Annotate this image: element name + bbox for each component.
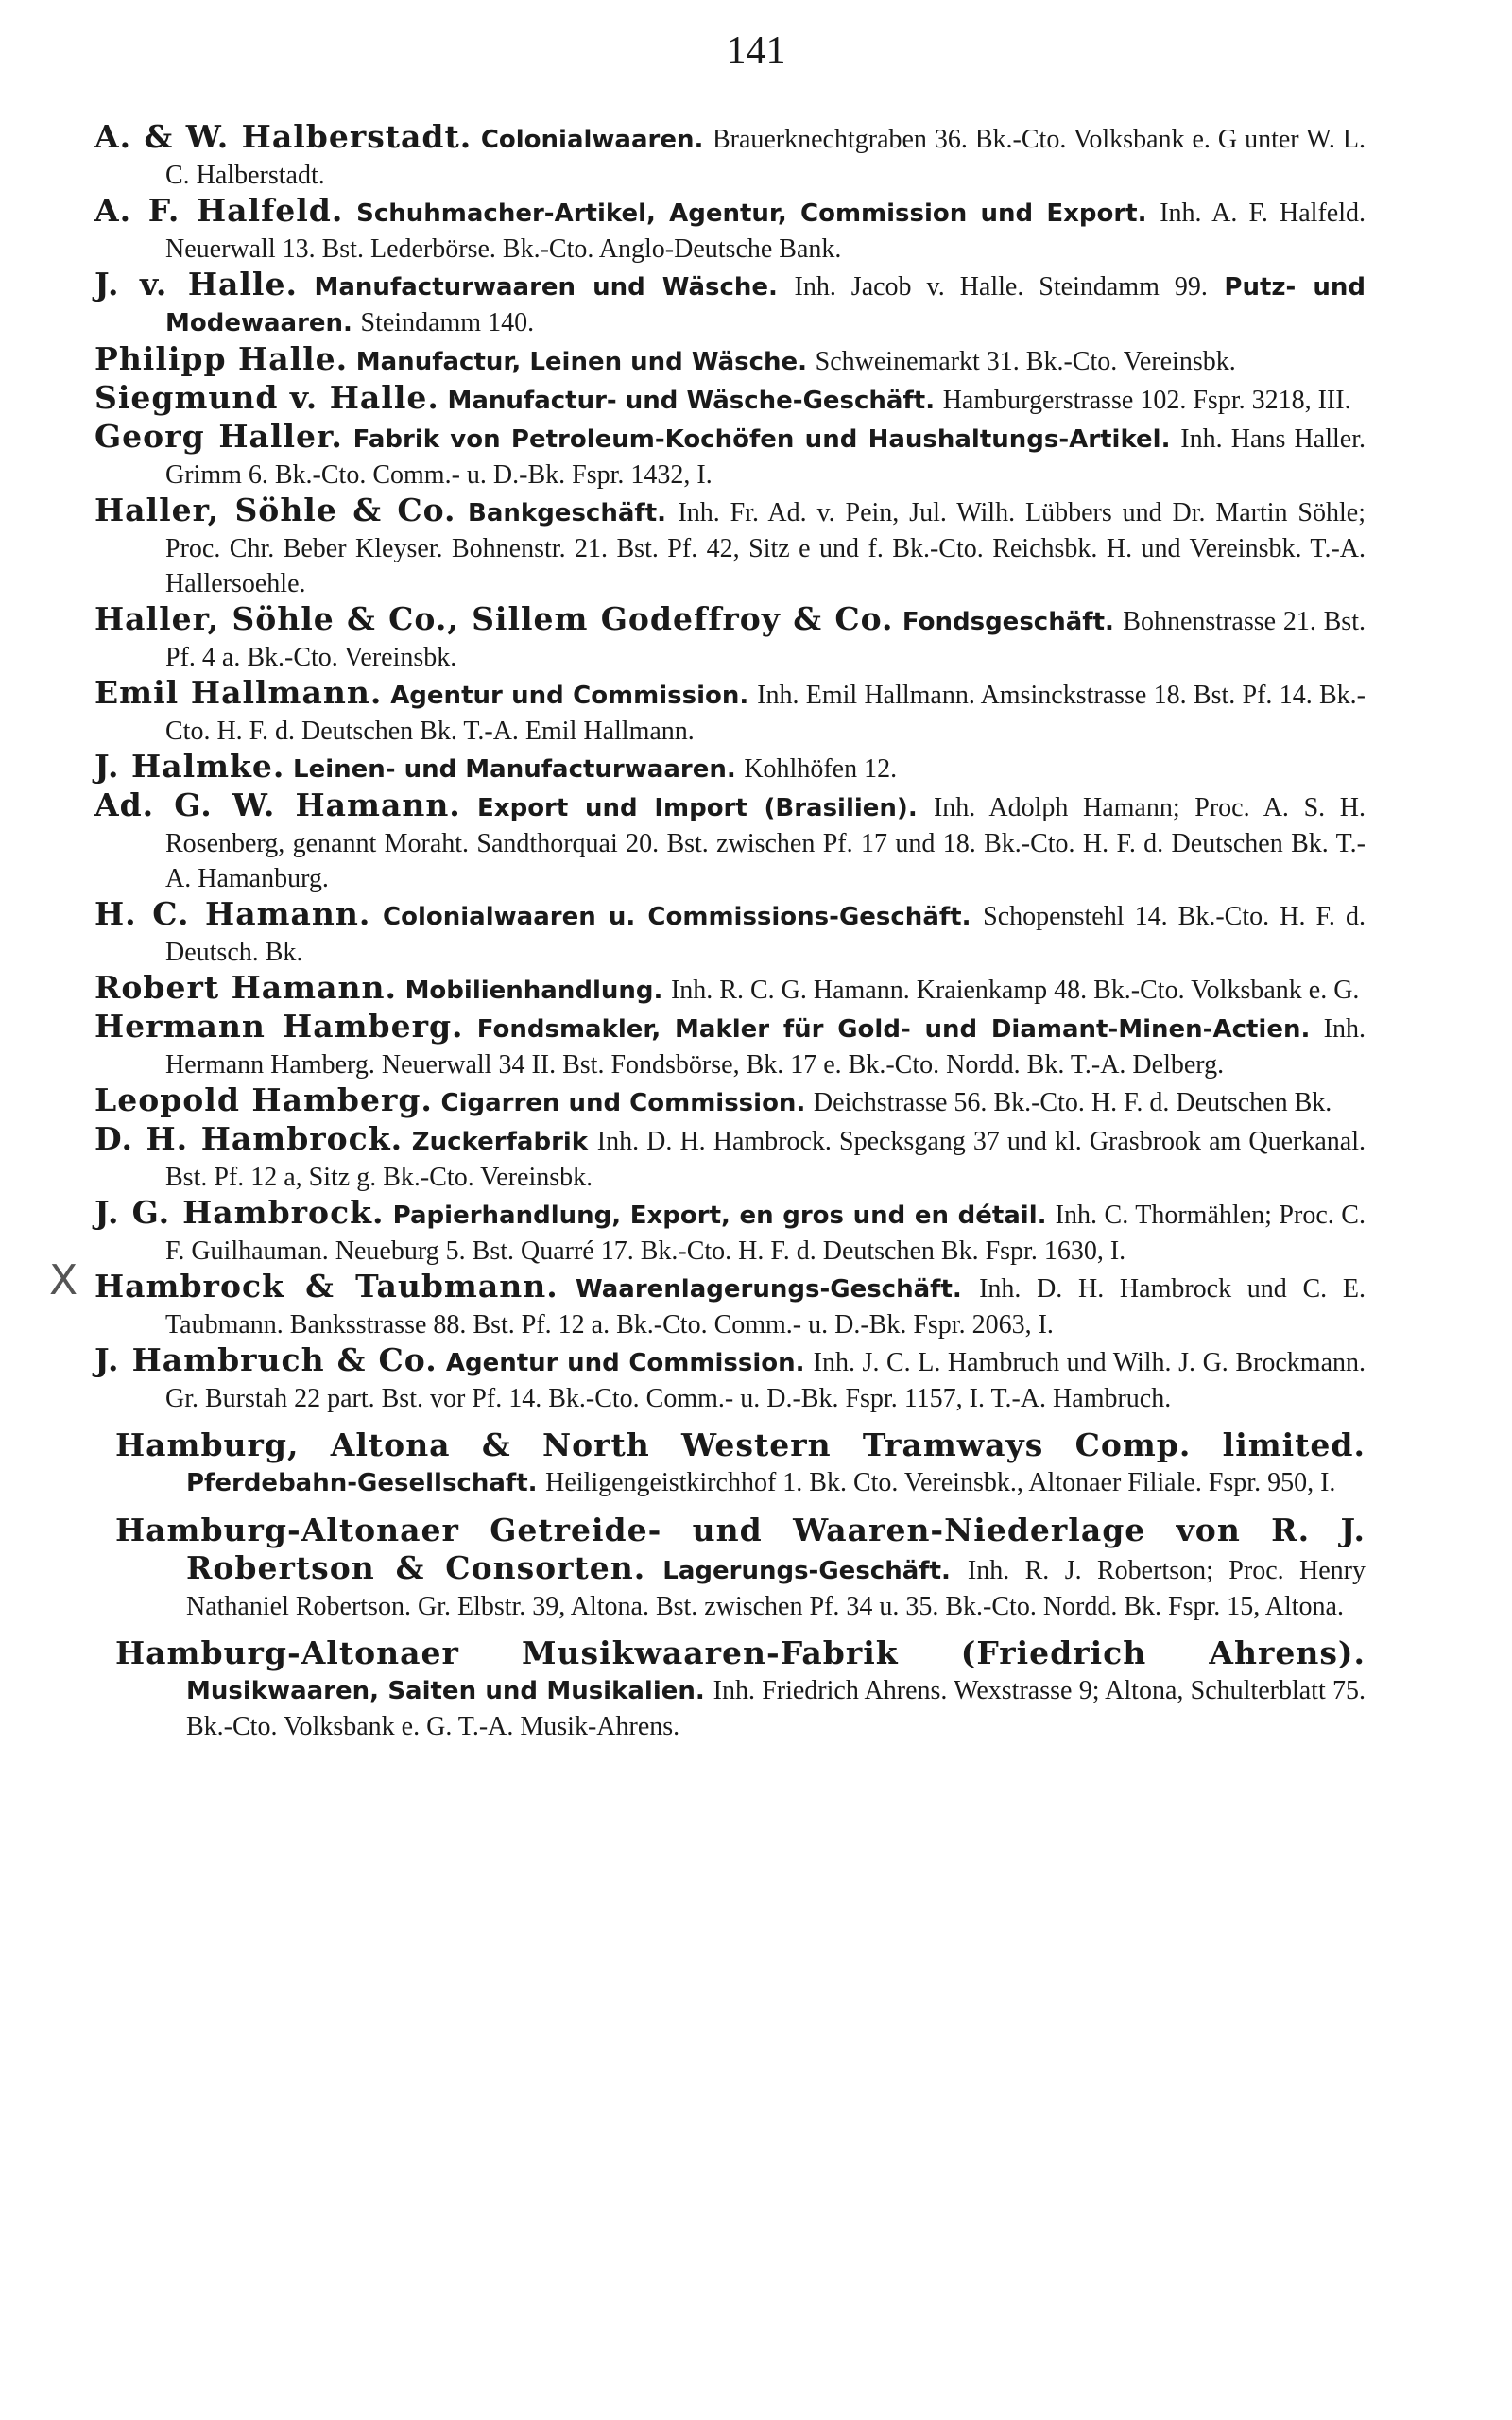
- firm-name: Haller, Söhle & Co., Sillem Godeffroy & Co.: [94, 600, 894, 637]
- firm-name: Haller, Söhle & Co.: [94, 492, 456, 528]
- business-type: Bankgeschäft.: [468, 499, 666, 527]
- business-type: Agentur und Commission.: [445, 1349, 805, 1377]
- business-type: Colonialwaaren u. Commissions-Geschäft.: [383, 903, 971, 931]
- directory-entry: [49, 1256, 1366, 1342]
- firm-name: Ad. G. W. Hamann.: [94, 786, 461, 823]
- business-type: Zuckerfabrik: [411, 1128, 589, 1156]
- directory-entry: [94, 601, 1366, 675]
- entry-details: Heiligengeistkirchhof 1. Bk. Cto. Vereinsbk., Altonaer Filiale. Fspr. 950, I.: [545, 1468, 1336, 1497]
- directory-entry: [115, 1427, 1366, 1501]
- entry-details: Inh. Hermann Hamberg. Neuerwall 34 II. Bst. Fondsbörse, Bk. 17 e. Bk.-Cto. Nordd. Bk. T.-A. Delberg.: [165, 1014, 1366, 1080]
- entry-details: Inh. R. C. G. Hamann. Kraienkamp 48. Bk.-Cto. Volksbank e. G.: [670, 976, 1360, 1005]
- firm-name: J. G. Hambrock.: [94, 1194, 385, 1231]
- directory-entry: [94, 380, 1366, 419]
- business-type: Cigarren und Commission.: [440, 1089, 806, 1117]
- business-type: Fondsmakler, Makler für Gold- und Diamant-Minen-Actien.: [476, 1015, 1311, 1044]
- entry-details: Inh. Emil Hallmann. Amsinckstrasse 18. Bst. Pf. 14. Bk.-Cto. H. F. d. Deutschen Bk. T.-A. Emil Hallmann.: [165, 681, 1366, 746]
- directory-entries: [49, 118, 1366, 1744]
- firm-name: Hamburg-Altonaer Getreide- und Waaren-Niederlage von R. J. Robertson & Consorten.: [115, 1512, 1366, 1586]
- business-type: Leinen- und Manufacturwaaren.: [293, 755, 736, 784]
- entry-details: Inh. Friedrich Ahrens. Wexstrasse 9; Altona, Schulterblatt 75. Bk.-Cto. Volksbank e. G. T.-A. Musik-Ahrens.: [186, 1676, 1366, 1741]
- firm-name: J. Hambruch & Co.: [94, 1341, 438, 1378]
- firm-name: Leopold Hamberg.: [94, 1081, 433, 1118]
- entry-details: Bohnenstrasse 21. Bst. Pf. 4 a. Bk.-Cto. Vereinsbk.: [165, 607, 1366, 672]
- handwritten-margin-mark: X: [49, 1256, 78, 1305]
- directory-entry: [94, 749, 1366, 787]
- firm-name: Emil Hallmann.: [94, 674, 383, 711]
- entry-details: Inh. A. F. Halfeld. Neuerwall 13. Bst. Lederbörse. Bk.-Cto. Anglo-Deutsche Bank.: [165, 199, 1366, 264]
- entry-details: Inh. D. H. Hambrock. Specksgang 37 und kl. Grasbrook am Querkanal. Bst. Pf. 12 a, Sitz g. Bk.-Cto. Vereinsbk.: [165, 1127, 1366, 1192]
- directory-entry: [115, 1635, 1366, 1744]
- firm-name: Siegmund v. Halle.: [94, 379, 439, 416]
- entry-details: Inh. D. H. Hambrock und C. E. Taubmann. Banksstrasse 88. Bst. Pf. 12 a. Bk.-Cto. Comm.- u. D.-Bk. Fspr. 2063, I.: [165, 1274, 1366, 1340]
- entry-details: Inh. R. J. Robertson; Proc. Henry Nathaniel Robertson. Gr. Elbstr. 39, Altona. Bst. zwischen Pf. 34 u. 35. Bk.-Cto. Nordd. Bk. Fspr. 15, Altona.: [186, 1556, 1366, 1621]
- entry-details-secondary: Steindamm 140.: [360, 308, 535, 337]
- directory-entry: [115, 1512, 1366, 1624]
- directory-entry: [94, 267, 1366, 341]
- entry-details: Deichstrasse 56. Bk.-Cto. H. F. d. Deutschen Bk.: [813, 1088, 1332, 1117]
- directory-entry: [94, 1082, 1366, 1121]
- business-type: Musikwaaren, Saiten und Musikalien.: [186, 1677, 705, 1705]
- business-type-secondary: Putz- und Modewaaren.: [165, 273, 1366, 337]
- firm-name: D. H. Hambrock.: [94, 1120, 404, 1157]
- entry-details: Inh. C. Thormählen; Proc. C. F. Guilhauman. Neueburg 5. Bst. Quarré 17. Bk.-Cto. H. F. d. Deutschen Bk. Fspr. 1630, I.: [165, 1201, 1366, 1266]
- business-type: Manufactur, Leinen und Wäsche.: [355, 348, 808, 376]
- entry-details: Hamburgerstrasse 102. Fspr. 3218, III.: [942, 386, 1351, 415]
- entry-details: Schopenstehl 14. Bk.-Cto. H. F. d. Deutsch. Bk.: [165, 902, 1366, 967]
- entry-details: Inh. J. C. L. Hambruch und Wilh. J. G. Brockmann. Gr. Burstah 22 part. Bst. vor Pf. 14. Bk.-Cto. Comm.- u. D.-Bk. Fspr. 1157, I. T.-A. Hambruch.: [165, 1348, 1366, 1413]
- directory-entry: [94, 970, 1366, 1009]
- business-type: Mobilienhandlung.: [404, 977, 663, 1005]
- business-type: Fondsgeschäft.: [902, 608, 1114, 636]
- directory-entry: [94, 787, 1366, 896]
- directory-entry: [94, 1195, 1366, 1269]
- directory-entry: [94, 341, 1366, 380]
- directory-entry: [94, 896, 1366, 970]
- firm-name: Hamburg, Altona & North Western Tramways Comp. limited.: [115, 1426, 1366, 1463]
- directory-entry: [94, 193, 1366, 267]
- firm-name: Hermann Hamberg.: [94, 1008, 464, 1045]
- entry-details: Inh. Jacob v. Halle. Steindamm 99.: [794, 272, 1208, 302]
- business-type: Waarenlagerungs-Geschäft.: [576, 1275, 962, 1304]
- entry-details: Kohlhöfen 12.: [744, 754, 898, 784]
- directory-entry: [94, 1009, 1366, 1082]
- firm-name: Hambrock & Taubmann.: [94, 1268, 558, 1305]
- firm-name: Robert Hamann.: [94, 969, 397, 1006]
- firm-name: Georg Haller.: [94, 418, 343, 455]
- entry-details: Brauerknechtgraben 36. Bk.-Cto. Volksbank e. G unter W. L. C. Halberstadt.: [165, 125, 1366, 190]
- entry-details: Schweinemarkt 31. Bk.-Cto. Vereinsbk.: [815, 347, 1236, 376]
- firm-name: Philipp Halle.: [94, 340, 349, 377]
- business-type: Export und Import (Brasilien).: [477, 794, 918, 822]
- firm-name: J. Halmke.: [94, 748, 285, 785]
- firm-name: A. F. Halfeld.: [94, 192, 344, 229]
- firm-name: H. C. Hamann.: [94, 895, 371, 932]
- directory-entry: [94, 675, 1366, 749]
- directory-entry: [94, 1342, 1366, 1416]
- directory-entry: [94, 119, 1366, 193]
- business-type: Colonialwaaren.: [480, 126, 704, 154]
- business-type: Papierhandlung, Export, en gros und en détail.: [392, 1201, 1047, 1230]
- firm-name: A. & W. Halberstadt.: [94, 118, 472, 155]
- page-number: 141: [726, 29, 786, 73]
- firm-name: Hamburg-Altonaer Musikwaaren-Fabrik (Friedrich Ahrens).: [115, 1634, 1366, 1671]
- business-type: Agentur und Commission.: [390, 682, 749, 710]
- business-type: Lagerungs-Geschäft.: [662, 1557, 951, 1585]
- directory-entry: [94, 493, 1366, 601]
- business-type: Schuhmacher-Artikel, Agentur, Commission und Export.: [356, 199, 1147, 228]
- directory-entry: [94, 1121, 1366, 1195]
- business-type: Pferdebahn-Gesellschaft.: [186, 1469, 538, 1497]
- entry-details: Inh. Hans Haller. Grimm 6. Bk.-Cto. Comm.- u. D.-Bk. Fspr. 1432, I.: [165, 424, 1366, 490]
- business-type: Manufactur- und Wäsche-Geschäft.: [447, 387, 936, 415]
- entry-details: Inh. Adolph Hamann; Proc. A. S. H. Rosenberg, genannt Moraht. Sandthorquai 20. Bst. zwischen Pf. 17 und 18. Bk.-Cto. H. F. d. Deutschen Bk. T.-A. Hamanburg.: [165, 793, 1366, 893]
- business-type: Manufacturwaaren und Wäsche.: [314, 273, 778, 302]
- entry-details: Inh. Fr. Ad. v. Pein, Jul. Wilh. Lübbers und Dr. Martin Söhle; Proc. Chr. Beber Kleyser. Bohnenstr. 21. Bst. Pf. 42, Sitz e und f. Bk.-Cto. Reichsbk. H. und Vereinsbk. T.-A. Hallersoehle.: [165, 498, 1366, 598]
- business-type: Fabrik von Petroleum-Kochöfen und Haushaltungs-Artikel.: [352, 425, 1171, 454]
- firm-name: J. v. Halle.: [94, 266, 298, 302]
- directory-entry: [94, 419, 1366, 493]
